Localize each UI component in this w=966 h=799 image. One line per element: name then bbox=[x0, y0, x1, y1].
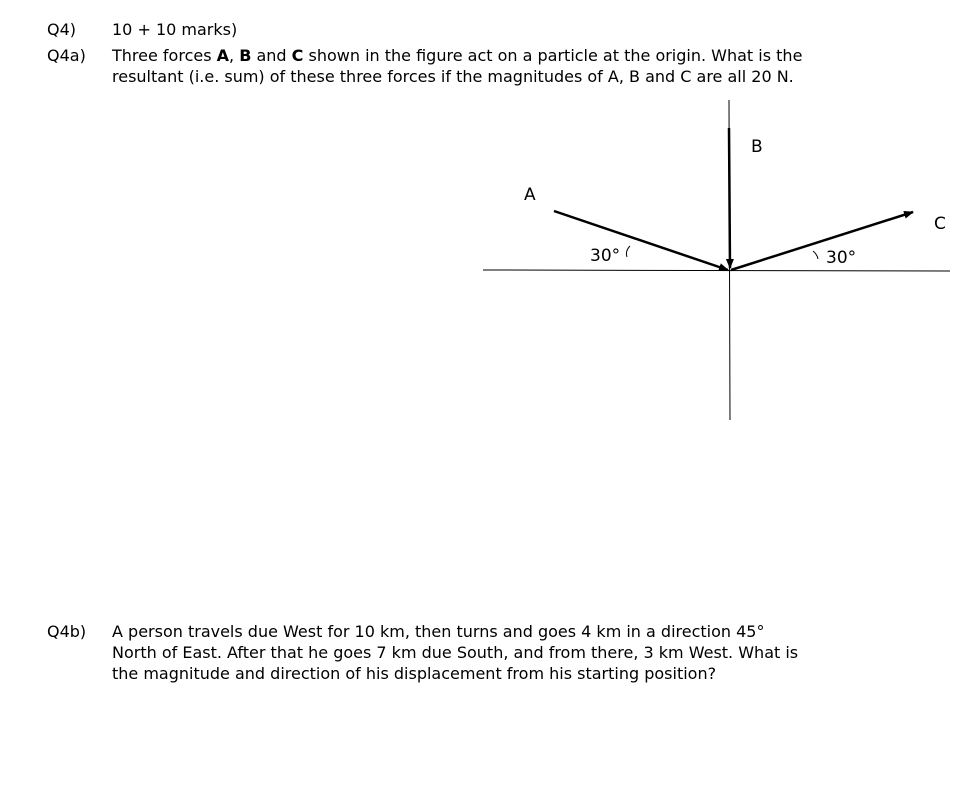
force-b-vector bbox=[729, 128, 730, 268]
q4b-line-1: A person travels due West for 10 km, then turns and goes 4 km in a direction 45° bbox=[112, 622, 765, 641]
force-c-vector bbox=[731, 212, 913, 270]
q4a-text-part: Three forces bbox=[112, 46, 217, 65]
q4a-label: Q4a) bbox=[47, 46, 86, 65]
q4a-text-part: shown in the figure act on a particle at the origin. What is the bbox=[303, 46, 803, 65]
q4b-line-3: the magnitude and direction of his displacement from his starting position? bbox=[112, 664, 717, 683]
force-a-vector bbox=[554, 211, 728, 270]
q4a-text-part: and bbox=[251, 46, 292, 65]
angle-label-left: 30° bbox=[590, 246, 621, 266]
force-a-bold: A bbox=[216, 46, 230, 65]
q4b-label: Q4b) bbox=[47, 622, 87, 641]
q4b-line-2: North of East. After that he goes 7 km due South, and from there, 3 km West. What is bbox=[112, 643, 799, 662]
angle-label-right: 30° bbox=[826, 248, 857, 268]
force-b-bold: B bbox=[239, 46, 252, 65]
q4a-line-2: resultant (i.e. sum) of these three forces if the magnitudes of A, B and C are all 20 N. bbox=[112, 67, 794, 86]
q4a-text-part: , bbox=[229, 46, 240, 65]
label-a: A bbox=[524, 185, 536, 205]
q4-label: Q4) bbox=[47, 20, 77, 39]
angle-arc-left bbox=[626, 246, 630, 257]
q4b-text bbox=[112, 621, 912, 684]
angle-arc-right bbox=[813, 251, 818, 259]
q4-marks: 10 + 10 marks) bbox=[112, 20, 238, 39]
label-b: B bbox=[751, 137, 763, 157]
x-axis bbox=[483, 270, 950, 271]
label-c: C bbox=[934, 214, 946, 234]
force-c-bold: C bbox=[291, 46, 304, 65]
